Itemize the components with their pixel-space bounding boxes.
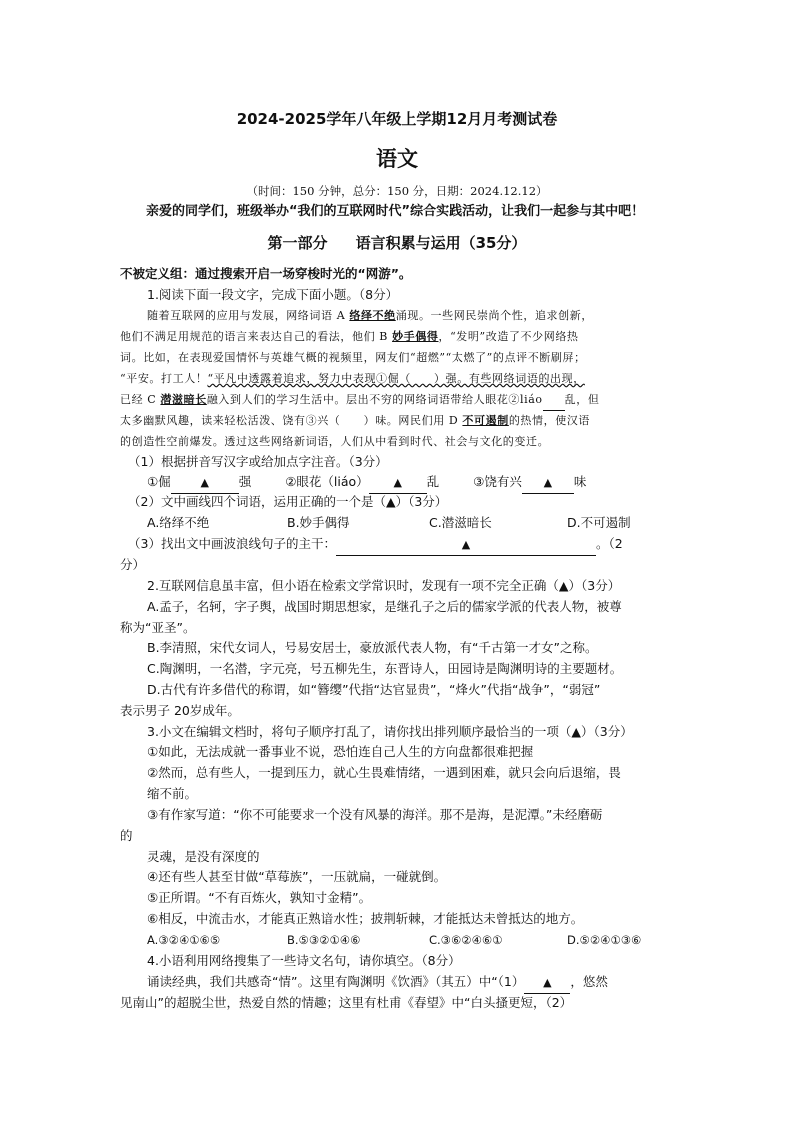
q1-passage-line: 的创造性空前爆发。透过这些网络新词语，人们从中看到时代、社会与文化的变迁。 bbox=[120, 435, 550, 448]
item-label: 强 bbox=[238, 474, 252, 489]
q3-sentence-cont: 灵魂，是没有深度的 bbox=[147, 849, 260, 864]
part1-heading-a: 第一部分 bbox=[267, 234, 328, 252]
sub3-end: 。（2 bbox=[595, 536, 623, 551]
q2-option-d-cont: 表示男子 20岁成年。 bbox=[120, 703, 240, 718]
q4-text: ，悠然 bbox=[570, 974, 608, 989]
q2-stem: 2.互联网信息虽丰富，但小语在检索文学常识时，发现有一项不完全正确（▲）（3分） bbox=[147, 578, 621, 593]
q1-stem: 1.阅读下面一段文字，完成下面小题。（8分） bbox=[147, 287, 399, 302]
passage-text: 涌现。一些网民崇尚个性，追求创新， bbox=[395, 309, 593, 322]
q2-option-a-cont: 称为“亚圣”。 bbox=[120, 620, 196, 635]
option-a[interactable]: A.络绎不绝 bbox=[147, 515, 210, 530]
underlined-word-c: 潜滋暗长 bbox=[160, 393, 207, 406]
passage-text: 太多幽默风趣，读来轻松活泼、饶有③兴（ ）味。网民们用 D bbox=[120, 414, 463, 427]
passage-text: 他们不满足用规范的语言来表达自己的看法，他们 B bbox=[120, 330, 393, 343]
q1-passage-line bbox=[120, 410, 680, 431]
q3-sentence: ⑤正所谓。“不有百炼火，孰知寸金精”。 bbox=[147, 890, 372, 905]
answer-blank[interactable]: ▲ bbox=[522, 473, 574, 494]
answer-blank[interactable]: ▲ bbox=[524, 973, 570, 994]
q1-sub1: （1）根据拼音写汉字或给加点字注音。（3分） bbox=[128, 454, 388, 469]
intro-text: 亲爱的同学们，班级举办“我们的互联网时代”综合实践活动，让我们一起参与其中吧！ bbox=[146, 204, 645, 219]
passage-text: 乱，但 bbox=[564, 393, 600, 406]
answer-blank[interactable]: ▲ bbox=[369, 473, 427, 494]
subject-title: 语文 bbox=[376, 147, 418, 171]
q3-sentence-cont: 缩不前。 bbox=[147, 786, 198, 801]
pinyin-blank bbox=[543, 389, 565, 411]
sub3-text: （3）找出文中画波浪线句子的主干： bbox=[128, 536, 336, 551]
item-label: ①倔 bbox=[147, 474, 171, 489]
q2-option-a: A.孟子，名轲，字子舆，战国时期思想家，是继孔子之后的儒家学派的代表人物，被尊 bbox=[147, 599, 622, 614]
exam-info: （时间：150 分钟，总分：150 分，日期：2024.12.12） bbox=[246, 184, 548, 198]
q1-passage-line bbox=[147, 305, 707, 326]
q1-passage-line: 词。比如，在表现爱国情怀与英雄气概的视频里，网友们“超燃”“太燃了”的点评不断刷屏； bbox=[120, 351, 586, 364]
item-label: 乱 bbox=[426, 474, 440, 489]
q3-sentence: ④还有些人甚至甘做“草莓族”，一压就扁，一碰就倒。 bbox=[147, 869, 447, 884]
q4-line bbox=[147, 972, 707, 994]
q4-stem: 4.小语利用网络搜集了一些诗文名句，请你填空。（8分） bbox=[147, 953, 461, 968]
group-title: 不被定义组：通过搜索开启一场穿梭时光的“网游”。 bbox=[120, 266, 412, 281]
q3-sentence: ⑥相反，中流击水，才能真正熟谙水性；披荆斩棘，才能抵达未曾抵达的地方。 bbox=[147, 911, 584, 926]
q2-option-b: B.李清照，宋代女词人，号易安居士，豪放派代表人物，有“千古第一才女”之称。 bbox=[147, 640, 598, 655]
q4-text: 诵读经典，我们共感奇“情”。这里有陶渊明《饮酒》（其五）中“（1） bbox=[147, 974, 525, 989]
q1-passage-line bbox=[120, 326, 680, 347]
option-b[interactable]: B.⑤③②①④⑥ bbox=[287, 933, 361, 947]
passage-text: 已经 C bbox=[120, 393, 161, 406]
option-b[interactable]: B.妙手偶得 bbox=[287, 515, 350, 530]
q1-sub2: （2）文中画线四个词语，运用正确的一个是（▲）（3分） bbox=[128, 494, 448, 509]
underlined-word-a: 络绎不绝 bbox=[349, 309, 396, 322]
passage-text: 的热情，使汉语 bbox=[508, 414, 591, 427]
q1-sub3-tail: 分） bbox=[120, 557, 146, 572]
passage-text: 随着互联网的应用与发展，网络词语 A bbox=[147, 309, 350, 322]
q1-passage-line bbox=[120, 368, 680, 389]
q2-option-c: C.陶渊明，一名潜，字元亮，号五柳先生，东晋诗人，田园诗是陶渊明诗的主要题材。 bbox=[147, 661, 623, 676]
q2-option-d: D.古代有许多借代的称谓，如“簪缨”代指“达官显贵”，“烽火”代指“战争”，“弱冠” bbox=[147, 682, 601, 697]
passage-text: 融入到人们的学习生活中。层出不穷的网络词语带给人眼花②liáo bbox=[206, 393, 543, 406]
part1-heading bbox=[0, 231, 794, 255]
wavy-underlined-sentence: “平凡中透露着追求，努力中表现①倔（ ）强。有些网络词语的出现， bbox=[207, 372, 585, 385]
item-label: 味 bbox=[573, 474, 587, 489]
underlined-word-b: 妙手偶得 bbox=[392, 330, 439, 343]
q3-stem: 3.小文在编辑文档时，将句子顺序打乱了，请你找出排列顺序最恰当的一项（▲）（3分） bbox=[147, 724, 633, 739]
q1-passage-line bbox=[120, 389, 680, 411]
option-c[interactable]: C.③⑥②④⑥① bbox=[429, 933, 503, 947]
q3-sentence: ③有作家写道：“你不可能要求一个没有风暴的海洋。那不是海，是泥潭。”未经磨砺 bbox=[147, 807, 603, 822]
q3-sentence-cont: 的 bbox=[120, 828, 133, 843]
item-label: ③饶有兴 bbox=[473, 474, 522, 489]
q1-sub1-items bbox=[147, 472, 707, 494]
option-a[interactable]: A.③②④①⑥⑤ bbox=[147, 933, 221, 947]
q3-sentence: ①如此，无法成就一番事业不说，恐怕连自己人生的方向盘都很难把握 bbox=[147, 744, 534, 759]
option-c[interactable]: C.潜滋暗长 bbox=[429, 515, 492, 530]
answer-blank[interactable]: ▲ bbox=[336, 535, 596, 556]
option-d[interactable]: D.不可遏制 bbox=[567, 515, 631, 530]
answer-blank[interactable]: ▲ bbox=[171, 473, 239, 494]
q4-line: 见南山”的超脱尘世，热爱自然的情趣；这里有杜甫《春望》中“白头搔更短，（2） bbox=[120, 995, 573, 1010]
part1-heading-b: 语言积累与运用（35分） bbox=[355, 234, 527, 252]
passage-text: ，“发明”改造了不少网络热 bbox=[438, 330, 579, 343]
exam-title: 2024-2025学年八年级上学期12月月考测试卷 bbox=[236, 110, 558, 128]
q1-sub3 bbox=[128, 534, 688, 556]
item-label: ②眼花（liáo） bbox=[285, 474, 369, 489]
q3-sentence: ②然而，总有些人，一提到压力，就心生畏难情绪，一遇到困难，就只会向后退缩，畏 bbox=[147, 765, 621, 780]
passage-text: “平安。打工人！ bbox=[120, 372, 208, 385]
option-d[interactable]: D.⑤②④①③⑥ bbox=[567, 933, 642, 947]
underlined-word-d: 不可遏制 bbox=[462, 414, 509, 427]
